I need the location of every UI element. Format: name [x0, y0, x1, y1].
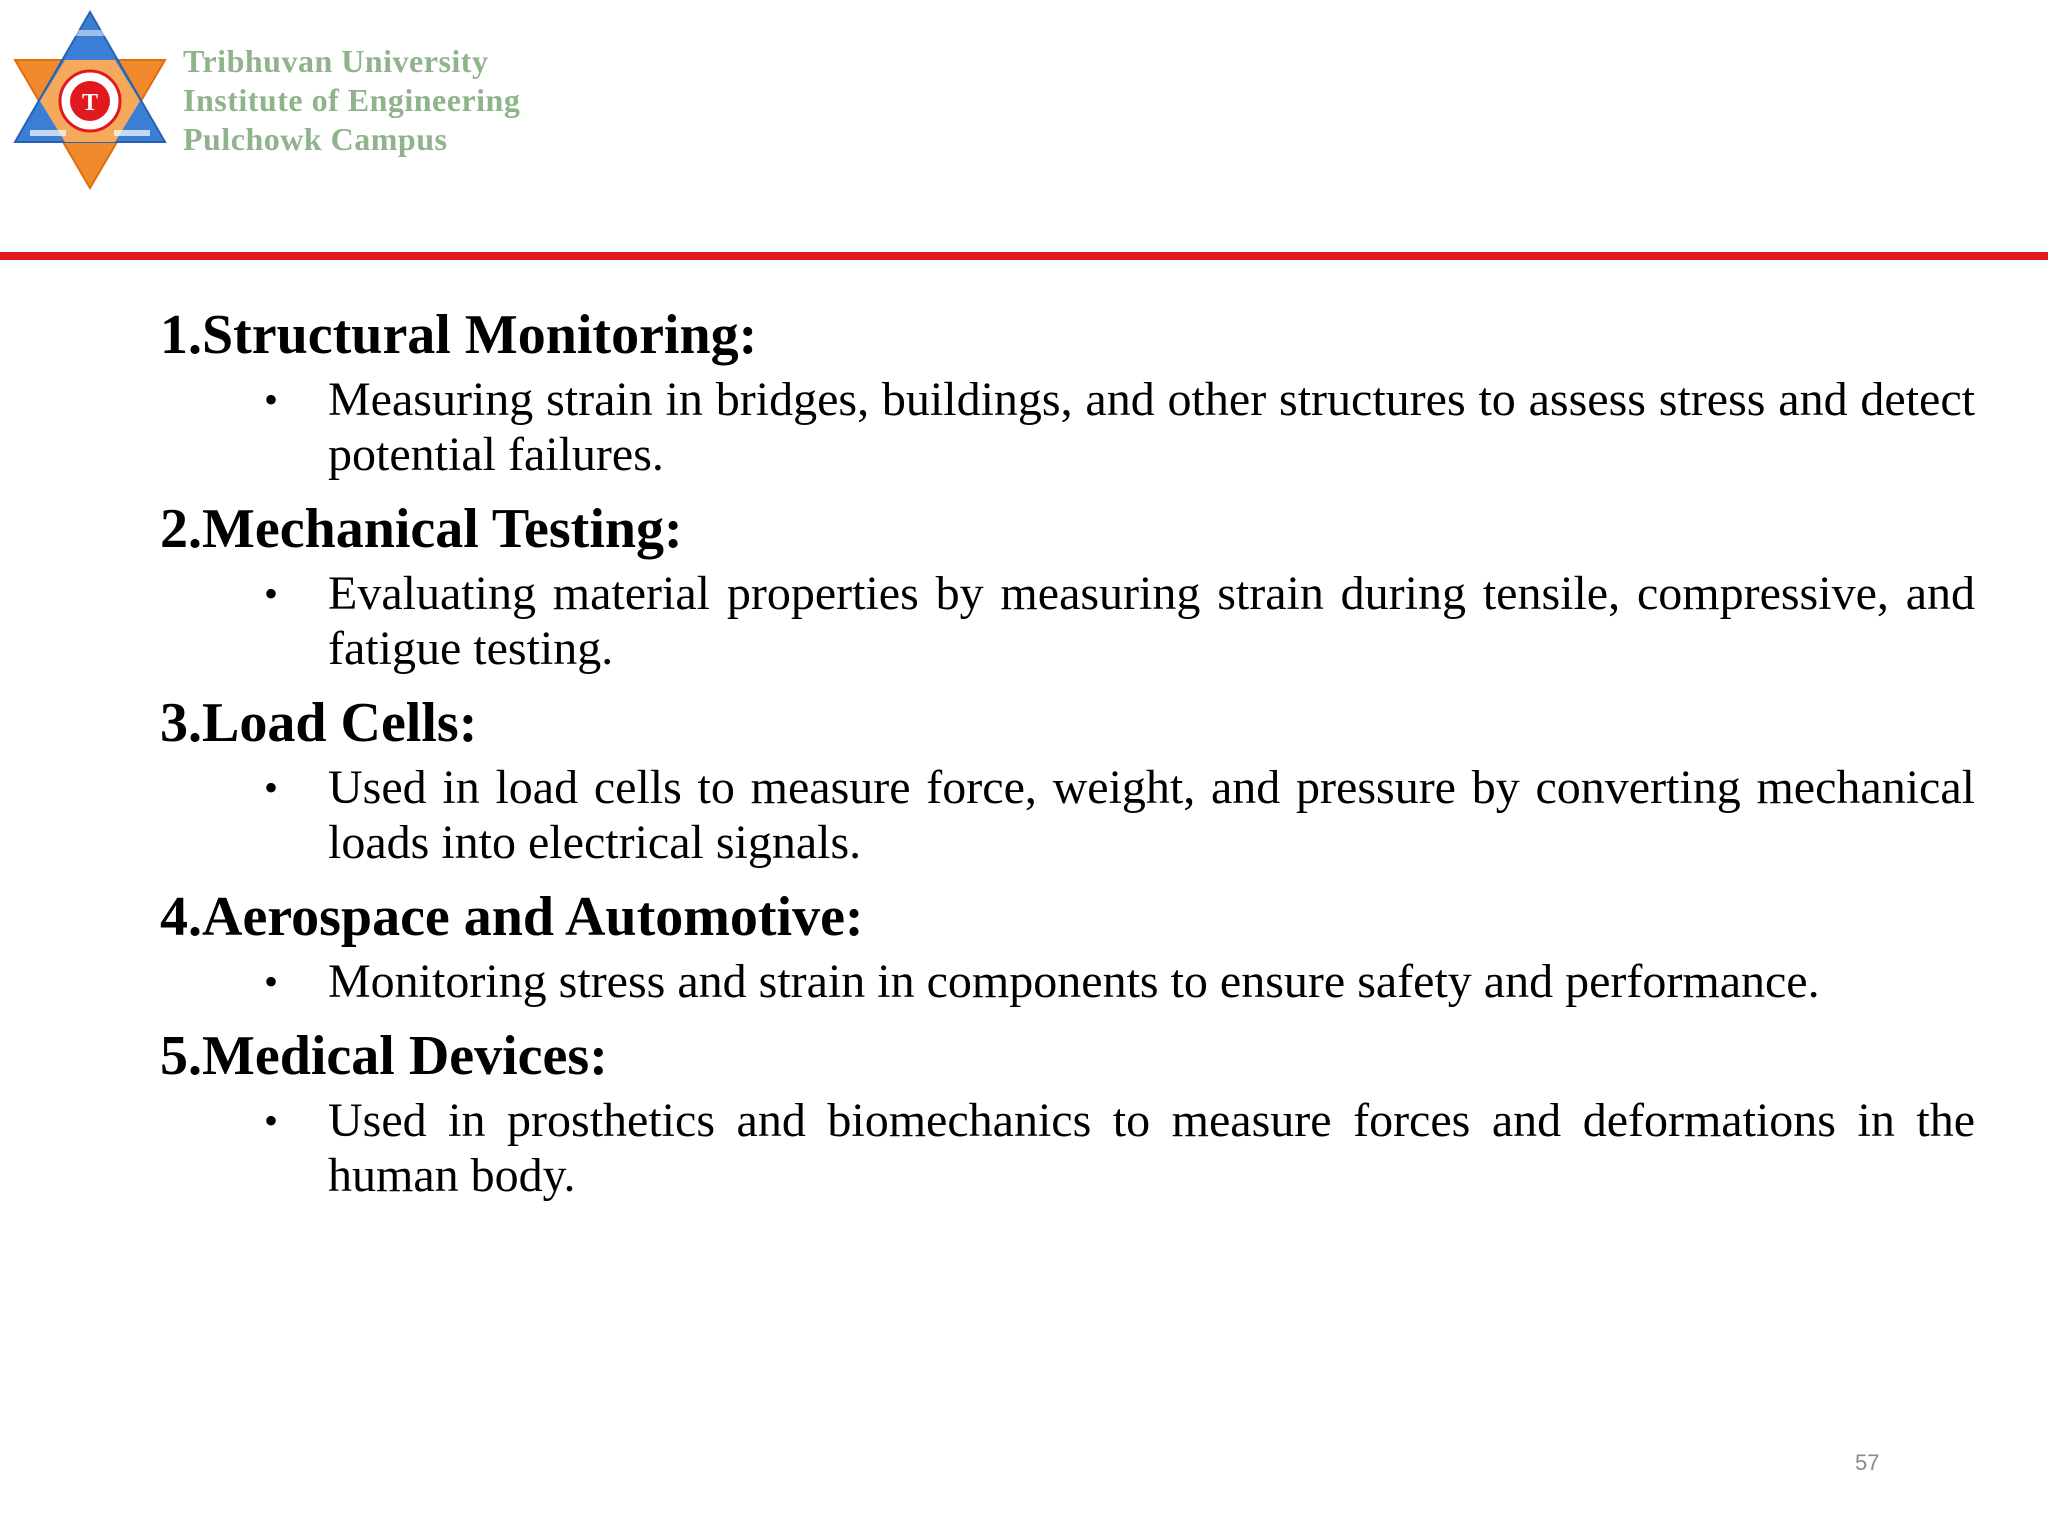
header-divider — [0, 252, 2048, 260]
section-load-cells — [160, 688, 1975, 870]
section-heading: 4.Aerospace and Automotive: — [160, 886, 864, 948]
section-mechanical-testing — [160, 494, 1975, 676]
bullet-text: Monitoring stress and strain in components to ensure safety and performance. — [328, 955, 1820, 1008]
section-heading: 5.Medical Devices: — [160, 1025, 608, 1087]
section-heading: 3.Load Cells: — [160, 692, 478, 754]
bullet-text: Used in load cells to measure force, weight, and pressure by converting mechanical loads into electrical signals. — [328, 761, 1975, 869]
section-heading: 2.Mechanical Testing: — [160, 498, 683, 560]
bullet-text: Used in prosthetics and biomechanics to measure forces and deformations in the human body. — [328, 1094, 1975, 1202]
bullet-text: Measuring strain in bridges, buildings, and other structures to assess stress and detect potential failures. — [328, 373, 1975, 481]
bullet-icon: • — [264, 377, 279, 422]
page-number: 57 — [1855, 1450, 1880, 1475]
bullet-icon: • — [264, 959, 279, 1004]
slide-header — [0, 0, 2048, 250]
bullet-item — [160, 760, 1975, 870]
bullet-item — [160, 954, 1975, 1009]
svg-text:T: T — [81, 90, 99, 116]
slide-content — [160, 300, 1975, 1215]
bullet-text: Evaluating material properties by measuring strain during tensile, compressive, and fatigue testing. — [328, 567, 1975, 675]
section-heading: 1.Structural Monitoring: — [160, 304, 758, 366]
bullet-icon: • — [264, 1098, 279, 1143]
bullet-item — [160, 1093, 1975, 1203]
bullet-icon: • — [264, 571, 279, 616]
bullet-icon: • — [264, 765, 279, 810]
bullet-item — [160, 372, 1975, 482]
tribhuvan-university-logo-icon — [10, 10, 170, 190]
institution-line-campus: Pulchowk Campus — [183, 121, 448, 157]
section-structural-monitoring — [160, 300, 1975, 482]
institution-line-institute: Institute of Engineering — [183, 82, 521, 118]
section-aerospace-automotive — [160, 882, 1975, 1009]
bullet-item — [160, 566, 1975, 676]
section-medical-devices — [160, 1021, 1975, 1203]
institution-line-university: Tribhuvan University — [183, 43, 489, 79]
institution-name — [183, 42, 520, 159]
